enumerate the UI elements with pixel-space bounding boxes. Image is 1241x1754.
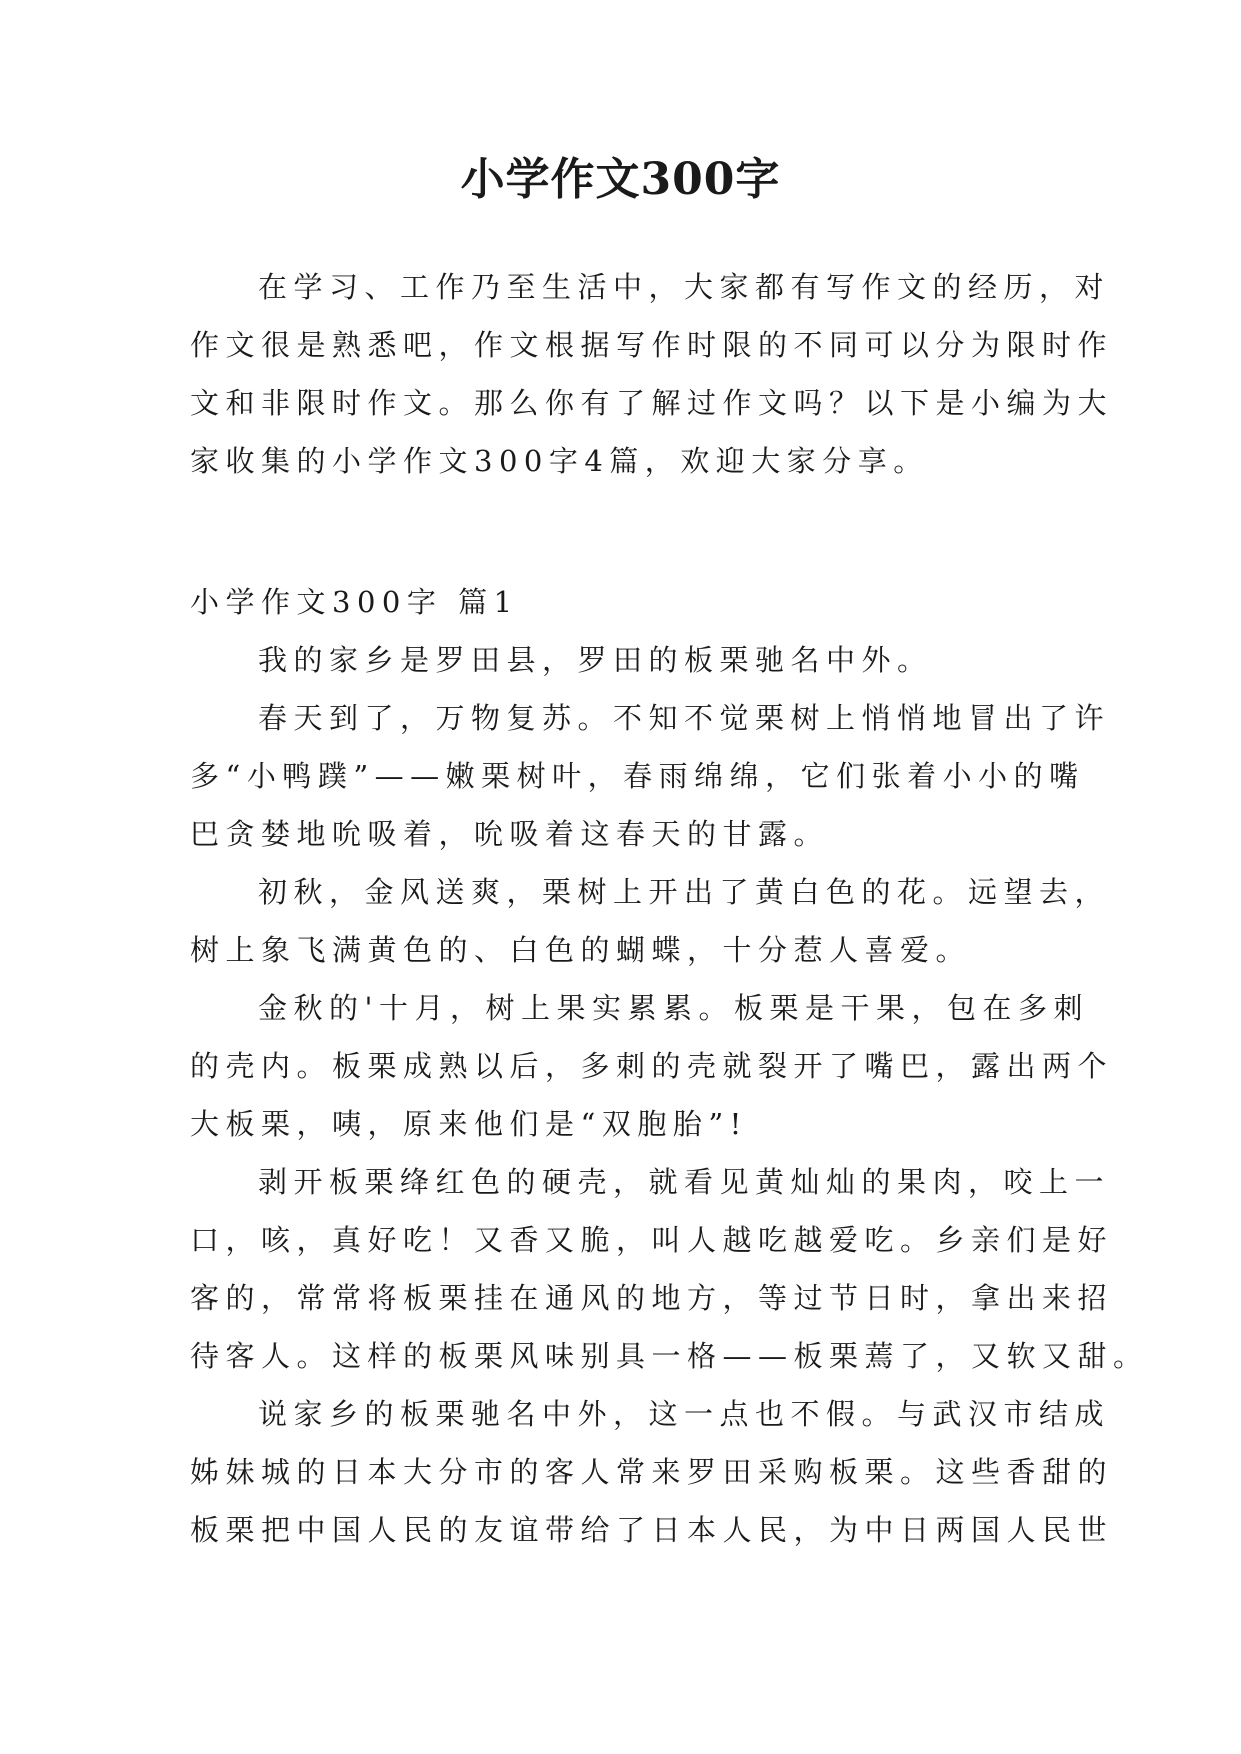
essay-line: 金秋的'十月，树上果实累累。板栗是干果，包在多刺 xyxy=(258,991,1089,1025)
essay-line: 姊妹城的日本大分市的客人常来罗田采购板栗。这些香甜的 xyxy=(190,1455,1114,1489)
essay-line: 客的，常常将板栗挂在通风的地方，等过节日时，拿出来招 xyxy=(190,1281,1114,1315)
document-title: 小学作文300字 xyxy=(460,154,781,205)
essay-line: 剥开板栗绛红色的硬壳，就看见黄灿灿的果肉，咬上一 xyxy=(258,1165,1111,1199)
essay-line: 树上象飞满黄色的、白色的蝴蝶，十分惹人喜爱。 xyxy=(190,933,972,967)
essay-line: 说家乡的板栗驰名中外，这一点也不假。与武汉市结成 xyxy=(258,1397,1111,1431)
intro-line: 在学习、工作乃至生活中，大家都有写作文的经历，对 xyxy=(258,270,1111,304)
intro-line: 作文很是熟悉吧，作文根据写作时限的不同可以分为限时作 xyxy=(190,328,1114,362)
essay-line: 初秋，金风送爽，栗树上开出了黄白色的花。远望去， xyxy=(258,875,1111,909)
essay-line: 口，咳，真好吃！又香又脆，叫人越吃越爱吃。乡亲们是好 xyxy=(190,1223,1114,1257)
essay-line: 待客人。这样的板栗风味别具一格——板栗蔫了，又软又甜。 xyxy=(190,1339,1149,1373)
essay-line: 的壳内。板栗成熟以后，多刺的壳就裂开了嘴巴，露出两个 xyxy=(190,1049,1114,1083)
intro-line: 家收集的小学作文300字4篇，欢迎大家分享。 xyxy=(190,444,929,478)
essay-line: 巴贪婪地吮吸着，吮吸着这春天的甘露。 xyxy=(190,817,830,851)
essay-line: 我的家乡是罗田县，罗田的板栗驰名中外。 xyxy=(258,643,933,677)
essay-line: 板栗把中国人民的友谊带给了日本人民，为中日两国人民世 xyxy=(190,1513,1114,1547)
essay-line: 春天到了，万物复苏。不知不觉栗树上悄悄地冒出了许 xyxy=(258,701,1111,735)
essay-body xyxy=(190,631,1149,1559)
intro-line: 文和非限时作文。那么你有了解过作文吗？以下是小编为大 xyxy=(190,386,1114,420)
section-heading: 小学作文300字 篇1 xyxy=(190,585,519,619)
intro-paragraph xyxy=(190,258,1114,490)
essay-line: 多“小鸭蹼”——嫩栗树叶，春雨绵绵，它们张着小小的嘴 xyxy=(190,759,1085,793)
section-heading-block xyxy=(190,573,1060,631)
essay-line: 大板栗，咦，原来他们是“双胞胎”! xyxy=(190,1107,748,1141)
